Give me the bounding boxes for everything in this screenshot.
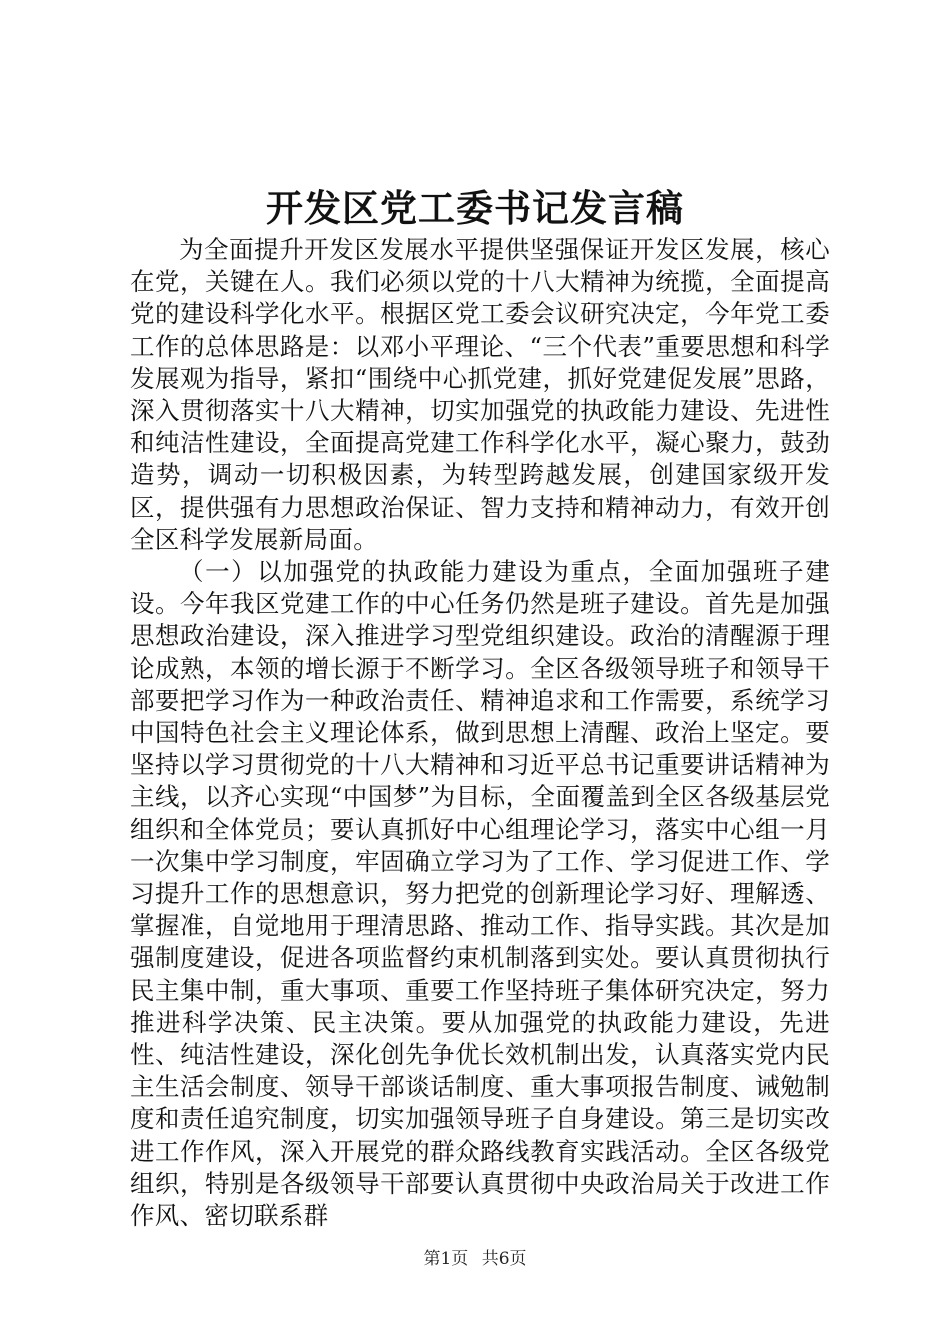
page-footer bbox=[0, 1244, 950, 1269]
page-number: 第1页 bbox=[423, 1249, 469, 1269]
document-body bbox=[130, 234, 830, 1232]
page-total: 共6页 bbox=[481, 1249, 527, 1269]
document-title: 开发区党工委书记发言稿 bbox=[266, 186, 684, 230]
paragraph-section-1: （一）以加强党的执政能力建设为重点，全面加强班子建设。今年我区党建工作的中心任务仍然是班子建设。首先是加强思想政治建设，深入推进学习型党组织建设。政治的清醒源于理论成熟，本领的增长源于不断学习。全区各级领导班子和领导干部要把学习作为一种政治责任、精神追求和工作需要，系统学习中国特色社会主义理论体系，做到思想上清醒、政治上坚定。要坚持以学习贯彻党的十八大精神和习近平总书记重要讲话精神为主线，以齐心实现“中国梦”为目标，全面覆盖到全区各级基层党组织和全体党员；要认真抓好中心组理论学习，落实中心组一月一次集中学习制度，牢固确立学习为了工作、学习促进工作、学习提升工作的思想意识，努力把党的创新理论学习好、理解透、掌握准，自觉地用于理清思路、推动工作、指导实践。其次是加强制度建设，促进各项监督约束机制落到实处。要认真贯彻执行民主集中制，重大事项、重要工作坚持班子集体研究决定，努力推进科学决策、民主决策。要从加强党的执政能力建设，先进性、纯洁性建设，深化创先争优长效机制出发，认真落实党内民主生活会制度、领导干部谈话制度、重大事项报告制度、诫勉制度和责任追究制度，切实加强领导班子自身建设。第三是切实改进工作作风，深入开展党的群众路线教育实践活动。全区各级党组织，特别是各级领导干部要认真贯彻中央政治局关于改进工作作风、密切联系群 bbox=[130, 557, 830, 1231]
paragraph-intro: 为全面提升开发区发展水平提供坚强保证开发区发展，核心在党，关键在人。我们必须以党的十八大精神为统揽，全面提高党的建设科学化水平。根据区党工委会议研究决定，今年党工委工作的总体思路是：以邓小平理论、“三个代表”重要思想和科学发展观为指导，紧扣“围绕中心抓党建，抓好党建促发展”思路，深入贯彻落实十八大精神，切实加强党的执政能力建设、先进性和纯洁性建设，全面提高党建工作科学化水平，凝心聚力，鼓劲造势，调动一切积极因素，为转型跨越发展，创建国家级开发区，提供强有力思想政治保证、智力支持和精神动力，有效开创全区科学发展新局面。 bbox=[130, 235, 830, 554]
